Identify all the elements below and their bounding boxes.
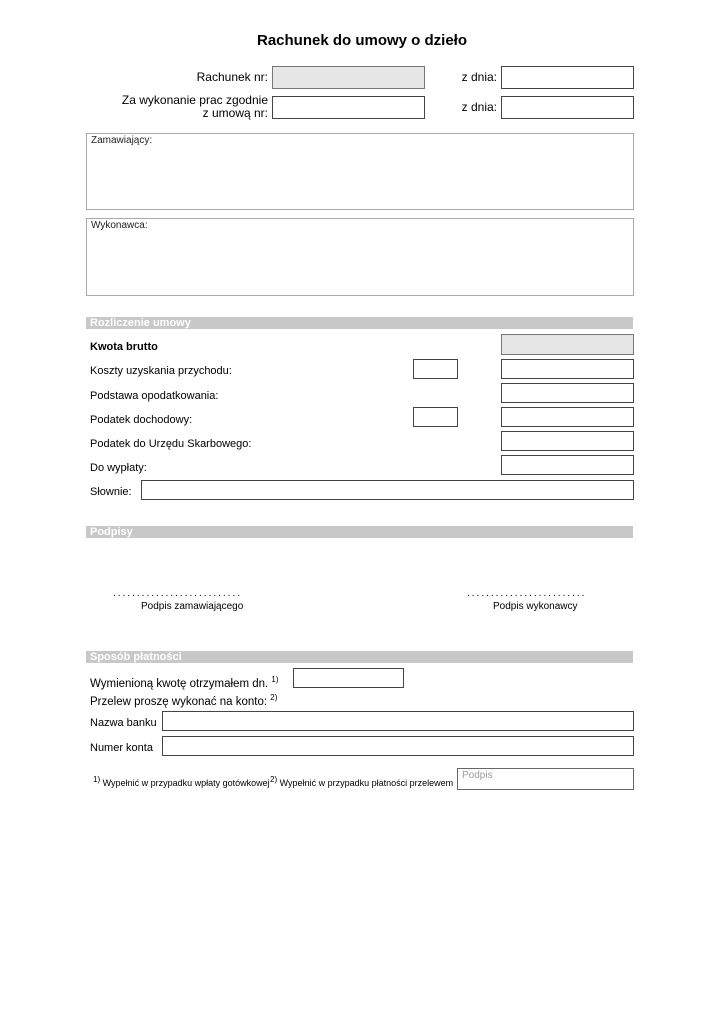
bank-name-field[interactable] xyxy=(162,711,634,731)
contractor-signature-line: ......................... xyxy=(467,588,587,599)
contract-date-field[interactable] xyxy=(501,96,634,119)
footnote-cash xyxy=(93,775,270,788)
contract-label xyxy=(90,94,268,120)
income-tax-field[interactable] xyxy=(501,407,634,427)
orderer-field[interactable] xyxy=(86,133,634,210)
costs-label: Koszty uzyskania przychodu: xyxy=(90,365,232,377)
footnote-cash-mark: 1) xyxy=(93,775,101,784)
cash-received-text: Wymienioną kwotę otrzymałem dn. xyxy=(90,677,269,690)
date-label-1: z dnia: xyxy=(461,70,497,84)
footnote-transfer xyxy=(270,775,453,788)
account-number-label: Numer konta xyxy=(90,742,153,754)
cash-received-label xyxy=(90,675,279,690)
transfer-text: Przelew proszę wykonać na konto: xyxy=(90,695,268,708)
page-title: Rachunek do umowy o dzieło xyxy=(256,32,468,49)
orderer-label: Zamawiający: xyxy=(91,135,153,146)
tax-office-field[interactable] xyxy=(501,431,634,451)
date-label-2: z dnia: xyxy=(461,100,497,114)
costs-percent-field[interactable] xyxy=(413,359,458,379)
bank-name-label: Nazwa banku xyxy=(90,717,157,729)
orderer-signature-line: ........................... xyxy=(113,588,243,599)
footnote-transfer-mark: 2) xyxy=(270,775,278,784)
income-tax-label: Podatek dochodowy: xyxy=(90,414,193,426)
footnote-transfer-text: Wypełnić w przypadku płatności przelewem xyxy=(279,778,454,788)
contract-label-line2: z umową nr: xyxy=(202,106,268,120)
account-number-field[interactable] xyxy=(162,736,634,756)
contractor-signature-label: Podpis wykonawcy xyxy=(493,601,578,612)
payment-section-header: Sposób płatności xyxy=(86,651,633,663)
payout-field[interactable] xyxy=(501,455,634,475)
invoice-no-field[interactable] xyxy=(272,66,425,89)
in-words-field[interactable] xyxy=(141,480,634,500)
settlement-section-header: Rozliczenie umowy xyxy=(86,317,633,329)
payout-label: Do wypłaty: xyxy=(90,462,147,474)
orderer-signature-label: Podpis zamawiającego xyxy=(141,601,244,612)
tax-base-field[interactable] xyxy=(501,383,634,403)
footnote-cash-text: Wypełnić w przypadku wpłaty gotówkowej xyxy=(102,778,270,788)
contractor-label: Wykonawca: xyxy=(91,220,148,231)
contract-label-line1: Za wykonanie prac zgodnie xyxy=(121,93,268,107)
payment-signature-field[interactable] xyxy=(457,768,634,790)
transfer-label xyxy=(90,693,277,708)
invoice-no-label: Rachunek nr: xyxy=(196,70,268,84)
income-tax-rate-field[interactable] xyxy=(413,407,458,427)
gross-amount-field[interactable] xyxy=(501,334,634,355)
transfer-footnote-mark: 2) xyxy=(270,693,278,702)
cash-received-footnote-mark: 1) xyxy=(271,675,279,684)
contractor-field[interactable] xyxy=(86,218,634,296)
costs-amount-field[interactable] xyxy=(501,359,634,379)
contract-no-field[interactable] xyxy=(272,96,425,119)
signatures-section-header: Podpisy xyxy=(86,526,633,538)
cash-received-date-field[interactable] xyxy=(293,668,404,688)
tax-office-label: Podatek do Urzędu Skarbowego: xyxy=(90,438,252,450)
in-words-label: Słownie: xyxy=(90,486,132,498)
tax-base-label: Podstawa opodatkowania: xyxy=(90,390,219,402)
gross-label: Kwota brutto xyxy=(90,341,158,353)
invoice-date-field[interactable] xyxy=(501,66,634,89)
payment-signature-placeholder: Podpis xyxy=(462,770,493,781)
